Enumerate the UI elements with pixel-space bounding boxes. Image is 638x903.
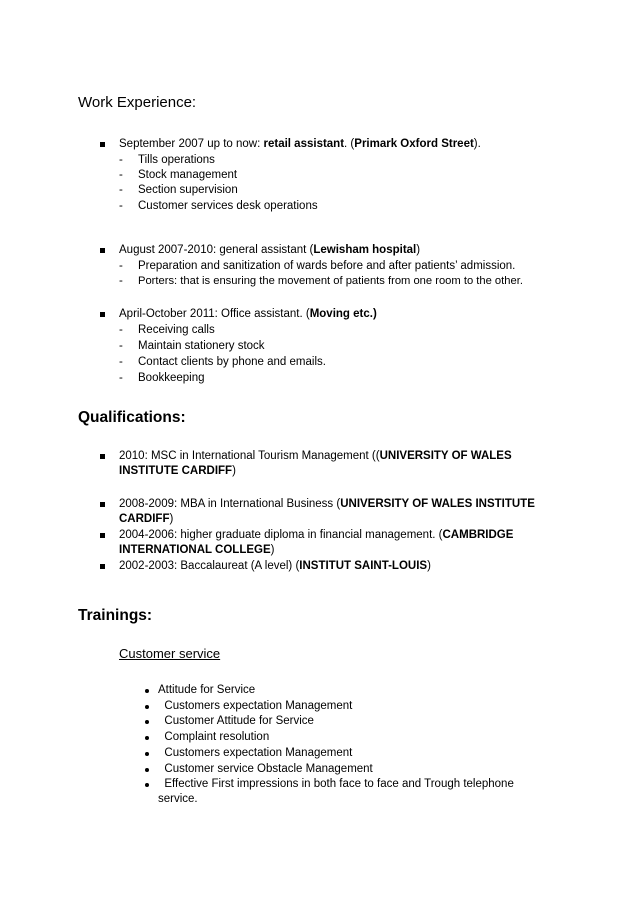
dash-bullet: - (119, 372, 123, 384)
round-bullet-icon (145, 783, 149, 787)
dash-bullet: - (119, 184, 123, 196)
training-subheading: Customer service (119, 646, 221, 661)
training-item-continuation: service. (158, 793, 198, 805)
square-bullet-icon (100, 248, 105, 253)
qualifications-heading: Qualifications: (78, 409, 186, 426)
training-item: Customer service Obstacle Management (158, 763, 373, 775)
qualification-line: 2002-2003: Baccalaureat (A level) (INSTITUT SAINT-LOUIS) (119, 560, 431, 572)
square-bullet-icon (100, 142, 105, 147)
training-item: Customer Attitude for Service (158, 715, 314, 727)
dash-bullet: - (119, 275, 123, 287)
qualification-line: 2004-2006: higher graduate diploma in financial management. (CAMBRIDGE (119, 529, 514, 541)
round-bullet-icon (145, 768, 149, 772)
round-bullet-icon (145, 689, 149, 693)
job-1-title: September 2007 up to now: retail assistant. (Primark Oxford Street). (119, 138, 481, 150)
qualification-line: 2010: MSC in International Tourism Management ((UNIVERSITY OF WALES (119, 450, 512, 462)
job-1-duty: Customer services desk operations (138, 200, 318, 212)
job-3-title: April-October 2011: Office assistant. (Moving etc.) (119, 308, 377, 320)
round-bullet-icon (145, 720, 149, 724)
job-1-duty: Tills operations (138, 154, 215, 166)
square-bullet-icon (100, 533, 105, 538)
round-bullet-icon (145, 752, 149, 756)
job-1-duty: Section supervision (138, 184, 238, 196)
round-bullet-icon (145, 736, 149, 740)
qualification-line: INSTITUTE CARDIFF) (119, 465, 236, 477)
job-1-duty: Stock management (138, 169, 238, 181)
square-bullet-icon (100, 454, 105, 459)
dash-bullet: - (119, 324, 123, 336)
training-item: Attitude for Service (158, 684, 256, 696)
job-3-duty: Contact clients by phone and emails. (138, 356, 326, 368)
dash-bullet: - (119, 200, 123, 212)
job-3-duty: Bookkeeping (138, 372, 205, 384)
qualification-line: INTERNATIONAL COLLEGE) (119, 544, 275, 556)
round-bullet-icon (145, 705, 149, 709)
qualification-line: CARDIFF) (119, 513, 174, 525)
job-2-duty: Preparation and sanitization of wards before and after patients’ admission. (138, 260, 516, 272)
job-2-title: August 2007-2010: general assistant (Lewisham hospital) (119, 244, 421, 256)
dash-bullet: - (119, 260, 123, 272)
square-bullet-icon (100, 502, 105, 507)
dash-bullet: - (119, 154, 123, 166)
training-item: Customers expectation Management (158, 700, 353, 712)
dash-bullet: - (119, 169, 123, 181)
square-bullet-icon (100, 564, 105, 569)
job-3-duty: Maintain stationery stock (138, 340, 265, 352)
trainings-heading: Trainings: (78, 607, 153, 624)
training-item: Complaint resolution (158, 731, 270, 743)
qualification-line: 2008-2009: MBA in International Business (UNIVERSITY OF WALES INSTITUTE (119, 498, 535, 510)
job-3-duty: Receiving calls (138, 324, 215, 336)
work-experience-heading: Work Experience: (78, 94, 197, 111)
job-2-duty: Porters: that is ensuring the movement of patients from one room to the other. (138, 275, 523, 287)
square-bullet-icon (100, 312, 105, 317)
dash-bullet: - (119, 340, 123, 352)
dash-bullet: - (119, 356, 123, 368)
training-item: Effective First impressions in both face to face and Trough telephone (158, 778, 514, 790)
training-item: Customers expectation Management (158, 747, 353, 759)
